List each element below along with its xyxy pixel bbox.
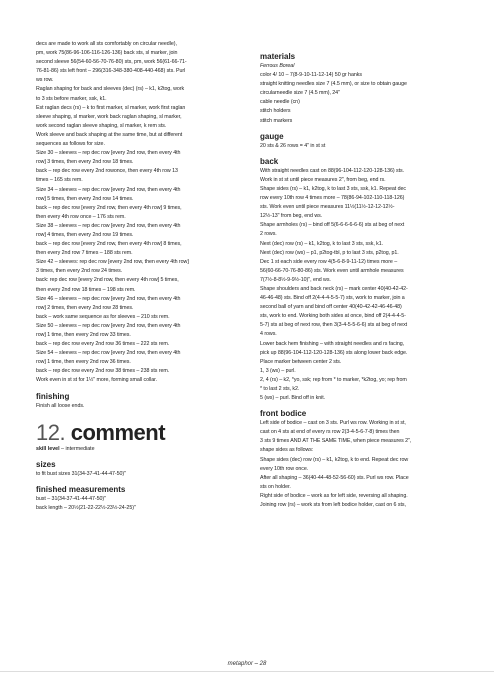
instruction-line: pick up 88(96-104-112-120-128-136) sts along lower back edge. — [260, 349, 408, 356]
instruction-line: cast on 4 sts at end of every rs row 2(3-4-5-6-7-8) times then — [260, 429, 400, 436]
materials-list — [260, 71, 465, 126]
instruction-line: Est raglan decs (rs) – k to first marker, sl marker, work first raglan — [36, 104, 186, 111]
instruction-line: Lower back hem finishing – with straight needles and rs facing, — [260, 340, 405, 347]
instruction-line: Joining row (rs) – work sts from left bodice holder, cast on 6 sts, — [260, 502, 406, 509]
instruction-line: 3 sts 9 times AND AT THE SAME TIME, when piece measures 2", — [260, 438, 412, 445]
instruction-line: 5 (ws) – purl. Bind off in knit. — [260, 395, 326, 402]
instruction-line: * to last 2 sts, k2. — [260, 386, 300, 392]
instruction-line: Next (dec) row (rs) – k1, k2tog, k to last 3 sts, ssk, k1. — [260, 240, 384, 247]
instruction-line: Size 34 – sleeves – rep dec row [every 2nd row, then every 4th — [36, 186, 181, 193]
instruction-line: then every 2nd row 7 times – 188 sts rem. — [36, 250, 133, 257]
left-column — [36, 40, 264, 513]
instruction-line: row] 5 times, then every 2nd row 14 times. — [36, 195, 134, 202]
material-item: color 4/ 10 – 7(8-9-10-11-12-14) 50 gr hanks — [260, 72, 362, 79]
finished-measurements-list — [36, 495, 264, 513]
material-item: stitch holders — [260, 108, 291, 115]
instruction-line: back – rep dec row every 2nd row 38 times – 238 sts rem. — [36, 368, 170, 375]
instruction-line: 1, 3 (ws) – purl. — [260, 367, 296, 374]
instruction-line: Dec 1 st each side every row 4(5-6-8-9-11-12) times more – — [260, 258, 398, 265]
instruction-line: sts on holder. — [260, 483, 291, 490]
instruction-line: Left side of bodice – cast on 3 sts. Purl ws row. Working in st st, — [260, 420, 406, 427]
measurement-line: back length – 20½(21-22-22½-23½-24-25)" — [36, 504, 136, 511]
instruction-line: Size 38 – sleeves – rep dec row [every 2nd row, then every 4th — [36, 222, 181, 229]
bottom-rule — [0, 671, 494, 672]
instruction-line: decs are made to work all sts comfortably on circular needle), — [36, 41, 177, 47]
instruction-line: back – work same sequence as for sleeves – 210 sts rem. — [36, 313, 170, 320]
instruction-line: Size 50 – sleeves – rep dec row [every 2nd row, then every 4th — [36, 322, 181, 329]
instruction-line: back – rep dec row [every 2nd row, then every 4th row] 9 times, — [36, 204, 182, 211]
instruction-line: ws row. — [36, 77, 54, 84]
pattern-title — [36, 421, 264, 445]
instruction-line: sleeve shaping, sl marker, work back raglan shaping, sl marker, — [36, 113, 182, 120]
instruction-line: row] 1 time, then every 2nd row 36 times. — [36, 359, 131, 366]
instruction-line: 7(7½-8-8½-9-9½-10)", end ws. — [260, 276, 331, 283]
instruction-line: Right side of bodice – work as for left side, reversing all shaping. — [260, 492, 408, 499]
instruction-line: row] 3 times, then every 2nd row 18 times. — [36, 159, 134, 166]
front-bodice-instructions — [260, 419, 465, 510]
instruction-line: second ball of yarn and bind off center 40(40-42-42-46-46-48) — [260, 304, 402, 311]
instruction-line: work second raglan sleeve shaping, sl marker, k rem sts. — [36, 122, 167, 129]
pattern-number: 12. — [36, 419, 66, 445]
instruction-line: 2, 4 (rs) – k2, *yo, ssk; rep from * to marker, *k2tog, yo; rep from — [260, 376, 407, 383]
instruction-line: to 3 sts before marker, ssk, k1. — [36, 95, 107, 102]
page-footer: metaphor – 28 — [227, 661, 267, 667]
instruction-line: Raglan shaping for back and sleeves (dec) (rs) – k1, k2tog, work — [36, 86, 185, 93]
instruction-line: 76-81-86) sts left front – 296(316-348-380-408-440-468) sts. Purl — [36, 68, 186, 75]
sizes-text: to fit bust sizes 31(34-37-41-44-47-50)" — [36, 470, 126, 477]
instruction-line: back – rep dec row every 2nd rowonce, then every 4th row 13 — [36, 168, 178, 175]
instruction-line: 56(60-66-70-76-80-86) sts. Work even until armhole measures — [260, 267, 404, 274]
instruction-line: Size 54 – sleeves – rep dec row [every 2nd row, then every 4th — [36, 350, 181, 357]
finished-measurements-heading: finished measurements — [36, 484, 126, 494]
instruction-line: 12½-13" from beg, end ws. — [260, 213, 323, 220]
instruction-line: Next (dec) row (ws) – p1, p2tog-tbl, p to last 3 sts, p2tog, p1. — [260, 249, 399, 256]
instruction-line: shape sides as follows: — [260, 447, 314, 454]
right-column — [260, 52, 465, 510]
instruction-line: back – rep dec row every 2nd row 36 times – 222 sts rem. — [36, 341, 170, 348]
gauge-text: 20 sts & 26 rows = 4" in st st — [260, 142, 326, 149]
instruction-line: back – rep dec row [every 2nd row, then every 4th row] 8 times, — [36, 241, 182, 248]
instruction-line: back: rep dec row [every 2nd row, then every 4th row] 5 times, — [36, 277, 179, 284]
instruction-line: Size 30 – sleeves – rep dec row [every 2nd row, then every 4th — [36, 150, 181, 157]
pattern-name: comment — [70, 419, 166, 445]
back-instructions — [260, 167, 465, 403]
back-heading: back — [260, 156, 279, 166]
material-item: straight knitting needles size 7 (4.5 mm), or size to obtain gauge — [260, 81, 407, 88]
instruction-line: then every 2nd row 18 times – 198 sts rem. — [36, 286, 136, 293]
instruction-line: Size 46 – sleeves – rep dec row [every 2nd row, then every 4th — [36, 295, 181, 302]
instruction-line: Shape shoulders and back neck (rs) – mark center 40(40-42-42- — [260, 285, 408, 292]
instruction-line: row] 4 times, then every 2nd row 19 times. — [36, 231, 134, 238]
instruction-line: Shape sides (dec) row (rs) – k1, k2tog, k to end. Repeat dec row — [260, 456, 409, 463]
instruction-line: sts, work to end. Working both sides at once, bind off 2(4-4-4-5- — [260, 313, 406, 320]
finishing-text: Finish all loose ends. — [36, 402, 85, 409]
instruction-line: row every 10th row 4 times more – 78(86-94-102-110-118-126) — [260, 195, 405, 202]
instruction-line: row] 2 times, then every 2nd row 28 times. — [36, 304, 134, 311]
instruction-line: sequences as follows for size. — [36, 141, 105, 148]
instruction-line: pm, work 75(86-96-106-116-126-136) back sts, sl marker, join — [36, 50, 178, 57]
instruction-line: row] 1 time, then every 2nd row 33 times. — [36, 332, 131, 338]
instruction-line: times – 165 sts rem. — [36, 177, 83, 184]
skill-label: skill level — [36, 445, 60, 452]
finishing-heading: finishing — [36, 391, 70, 401]
skill-value: – intermediate — [59, 445, 95, 452]
instruction-line: Shape armholes (rs) – bind off 5(6-6-6-6-6-6) sts at beg of next — [260, 222, 405, 229]
materials-heading: materials — [260, 52, 296, 61]
instruction-line: Size 42 – sleeves: rep dec row [every 2nd row, then every 4th row] — [36, 259, 189, 266]
instruction-line: second sleeve 56(54-60-56-70-76-80) sts, pm, work 56(61-66-71- — [36, 59, 187, 66]
instruction-line: then every 4th row once – 176 sts rem. — [36, 213, 126, 220]
material-item: stitch markers — [260, 117, 293, 124]
instruction-line: sts. Work even until piece measures 11½(11½-12-12-12½- — [260, 204, 395, 211]
front-bodice-heading: front bodice — [260, 409, 307, 419]
material-item: cable needle (cn) — [260, 99, 300, 106]
instruction-line: Work sleeve and back shaping at the same time, but at different — [36, 131, 183, 138]
instruction-line: 46-46-48) sts. Bind off 2(4-4-4-5-5-7) sts, work to marker, join a — [260, 295, 405, 302]
material-item: circularneedle size 7 (4.5 mm), 24" — [260, 90, 340, 97]
sizes-heading: sizes — [36, 459, 56, 469]
instruction-line: Shape sides (rs) – k1, k2tog, k to last 3 sts, ssk, k1. Repeat dec — [260, 185, 406, 192]
instruction-line: With straight needles cast on 88(96-104-112-120-128-136) sts. — [260, 167, 405, 174]
instruction-line: Work even in st st for 1½" more, forming small collar. — [36, 377, 157, 384]
instruction-line: 4 rows. — [260, 331, 277, 338]
measurement-line: bust – 31(34-37-41-44-47-50)" — [36, 495, 106, 502]
instruction-line: 3 times, then every 2nd row 24 times. — [36, 268, 123, 275]
skill-level — [36, 445, 264, 454]
instruction-line: 2 rows. — [260, 231, 277, 238]
instruction-line: every 10th row once. — [260, 465, 309, 472]
instruction-line: After all shaping – 36(40-44-48-52-56-60) sts. Purl ws row. Place — [260, 474, 409, 481]
instruction-line: Work in st st until piece measures 2", from beg, end rs. — [260, 176, 386, 183]
intro-instructions — [36, 40, 264, 386]
gauge-heading: gauge — [260, 131, 284, 141]
instruction-line: 5-7) sts at beg of next row, then 3(3-4-5-5-6-6) sts at beg of next — [260, 322, 408, 329]
instruction-line: Place marker between center 2 sts. — [260, 358, 342, 365]
materials-yarn-name: Ferrous Boreal — [260, 63, 295, 69]
